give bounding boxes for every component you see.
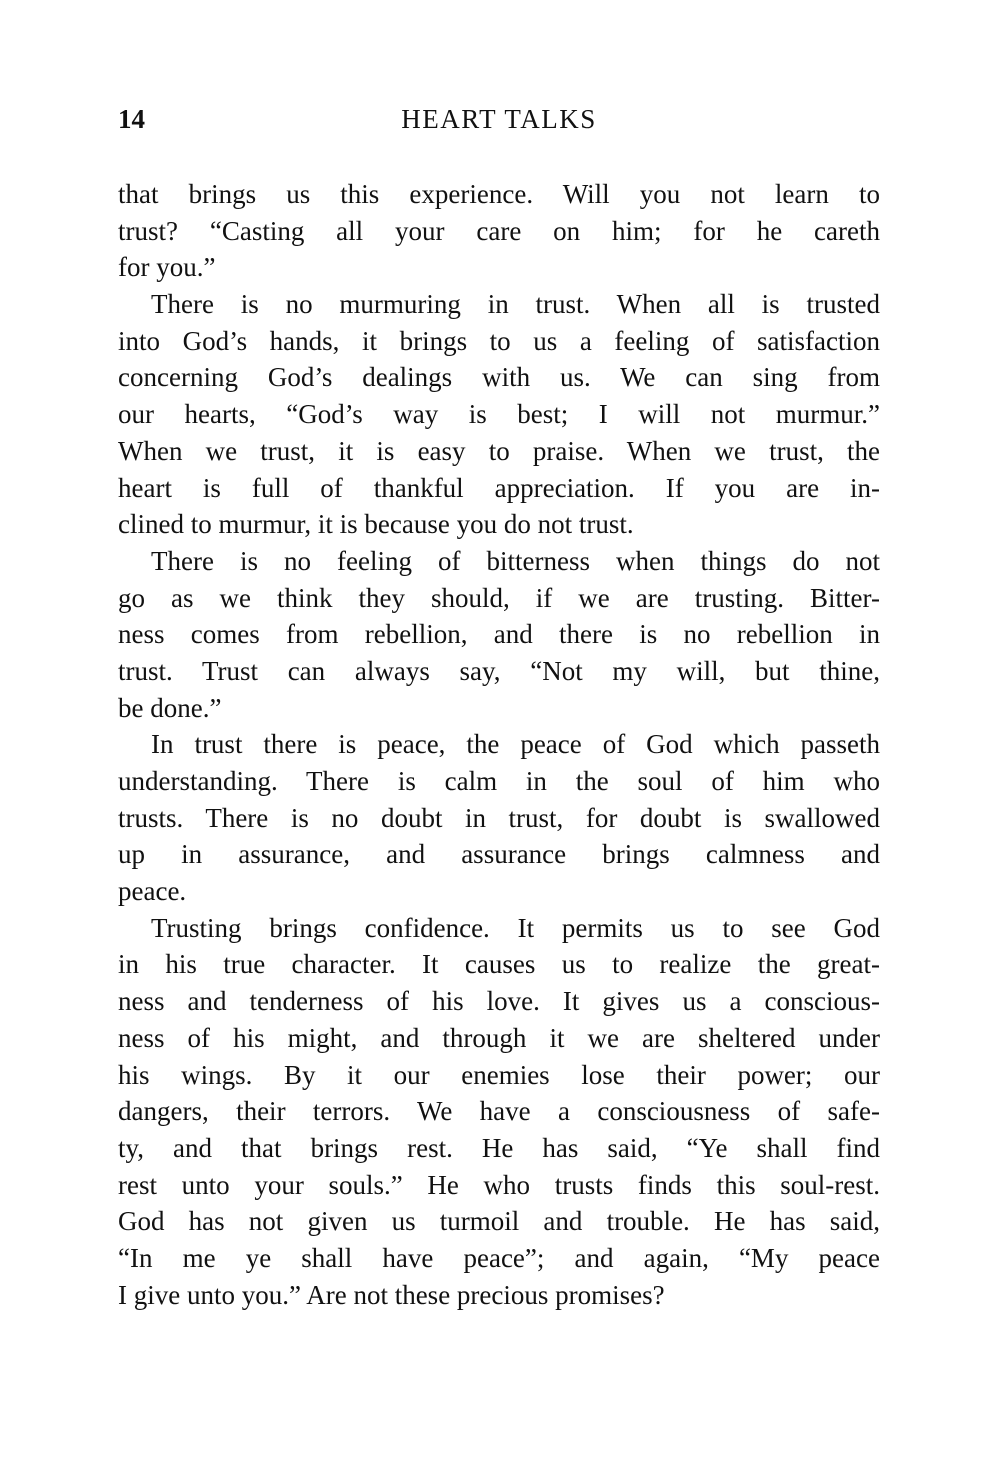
text-line: ness comes from rebellion, and there is no rebellion in	[118, 619, 880, 650]
text-line: concerning God’s dealings with us. We can sing from	[118, 362, 880, 393]
paragraph	[118, 910, 880, 1314]
text-line: be done.”	[118, 692, 222, 723]
paragraph	[118, 176, 880, 286]
text-line: “In me ye shall have peace”; and again, “My peace	[118, 1242, 880, 1273]
text-line: our hearts, “God’s way is best; I will not murmur.”	[118, 399, 880, 430]
page-number: 14	[118, 104, 145, 134]
text-line: There is no murmuring in trust. When all is trusted	[151, 289, 880, 320]
text-line: go as we think they should, if we are trusting. Bitter-	[118, 582, 880, 613]
text-line: There is no feeling of bitterness when things do not	[151, 545, 880, 576]
text-line: that brings us this experience. Will you not learn to	[118, 179, 880, 209]
paragraph	[118, 543, 880, 726]
running-title: HEART TALKS	[401, 104, 597, 134]
text-line: I give unto you.” Are not these precious promises?	[118, 1279, 665, 1310]
text-line: into God’s hands, it brings to us a feeling of satisfaction	[118, 325, 880, 356]
text-line: ness and tenderness of his love. It gives us a conscious-	[118, 986, 880, 1017]
text-line: clined to murmur, it is because you do not trust.	[118, 509, 634, 540]
text-line: When we trust, it is easy to praise. When we trust, the	[118, 435, 880, 466]
text-line: in his true character. It causes us to realize the great-	[118, 949, 880, 980]
text-line: ty, and that brings rest. He has said, “Ye shall find	[118, 1132, 880, 1163]
text-line: peace.	[118, 876, 187, 907]
running-header	[118, 104, 880, 140]
text-line: trust? “Casting all your care on him; for he careth	[118, 215, 880, 246]
text-line: In trust there is peace, the peace of God which passeth	[151, 729, 880, 760]
text-line: heart is full of thankful appreciation. If you are in-	[118, 472, 880, 503]
paragraph	[118, 286, 880, 543]
text-line: his wings. By it our enemies lose their power; our	[118, 1059, 880, 1090]
text-line: Trusting brings confidence. It permits us to see God	[151, 912, 880, 943]
paragraph	[118, 726, 880, 909]
text-line: for you.”	[118, 252, 216, 283]
text-line: up in assurance, and assurance brings calmness and	[118, 839, 880, 870]
text-line: trusts. There is no doubt in trust, for doubt is swallowed	[118, 802, 880, 833]
page-body	[118, 176, 880, 1313]
text-line: trust. Trust can always say, “Not my will, but thine,	[118, 655, 880, 686]
text-line: dangers, their terrors. We have a consciousness of safe-	[118, 1096, 880, 1127]
text-line: rest unto your souls.” He who trusts finds this soul-rest.	[118, 1169, 880, 1200]
text-line: understanding. There is calm in the soul of him who	[118, 766, 880, 796]
text-line: ness of his might, and through it we are sheltered under	[118, 1022, 880, 1053]
text-line: God has not given us turmoil and trouble. He has said,	[118, 1206, 880, 1237]
